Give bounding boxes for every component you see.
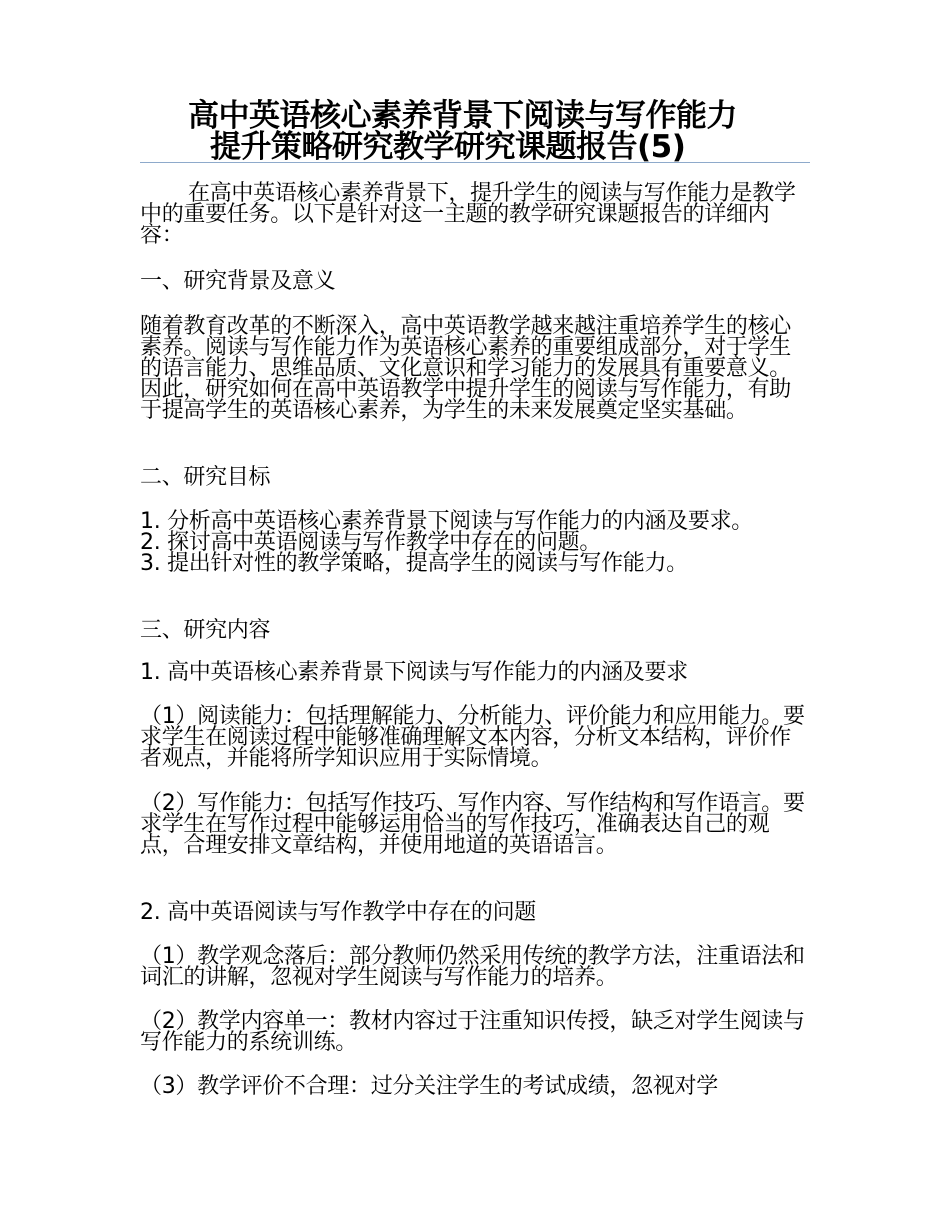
content-2-item-3: （3）教学评价不合理：过分关注学生的考试成绩，忽视对学 [140, 1074, 718, 1099]
section-2-heading: 二、研究目标 [140, 465, 271, 490]
goal-item-2: 2. 探讨高中英语阅读与写作教学中存在的问题。 [140, 530, 602, 555]
content-2-item-2: （2）教学内容单一：教材内容过于注重知识传授，缺乏对学生阅读与写作能力的系统训练。 [140, 1009, 805, 1055]
goal-item-3: 3. 提出针对性的教学策略，提高学生的阅读与写作能力。 [140, 551, 688, 576]
section-3-heading: 三、研究内容 [140, 618, 271, 643]
section-1-heading: 一、研究背景及意义 [140, 269, 336, 294]
content-1-item-1: （1）阅读能力：包括理解能力、分析能力、评价能力和应用能力。要求学生在阅读过程中能够准确理解文本内容，分析文本结构，评价作者观点，并能将所学知识应用于实际情境。 [140, 704, 805, 771]
document-title-line-2: 提升策略研究教学研究课题报告(5) [210, 129, 686, 165]
content-2-item-1: （1）教学观念落后：部分教师仍然采用传统的教学方法，注重语法和词汇的讲解，忽视对学生阅读与写作能力的培养。 [140, 944, 805, 990]
content-2-heading: 2. 高中英语阅读与写作教学中存在的问题 [140, 900, 536, 925]
title-divider [140, 162, 810, 163]
content-1-item-2: （2）写作能力：包括写作技巧、写作内容、写作结构和写作语言。要求学生在写作过程中能够运用恰当的写作技巧，准确表达自己的观点，合理安排文章结构，并使用地道的英语语言。 [140, 791, 805, 858]
intro-paragraph: 在高中英语核心素养背景下，提升学生的阅读与写作能力是教学中的重要任务。以下是针对这一主题的教学研究课题报告的详细内容： [140, 181, 796, 248]
content-1-heading: 1. 高中英语核心素养背景下阅读与写作能力的内涵及要求 [140, 660, 688, 685]
goals-list [140, 511, 810, 574]
document-title-line-1: 高中英语核心素养背景下阅读与写作能力 [188, 98, 737, 134]
section-1-body: 随着教育改革的不断深入，高中英语教学越来越注重培养学生的核心素养。阅读与写作能力作为英语核心素养的重要组成部分，对于学生的语言能力、思维品质、文化意识和学习能力的发展具有重要意义。因此，研究如何在高中英语教学中提升学生的阅读与写作能力，有助于提高学生的英语核心素养，为学生的未来发展奠定坚实基础。 [140, 314, 792, 423]
goal-item-1: 1. 分析高中英语核心素养背景下阅读与写作能力的内涵及要求。 [140, 509, 753, 534]
